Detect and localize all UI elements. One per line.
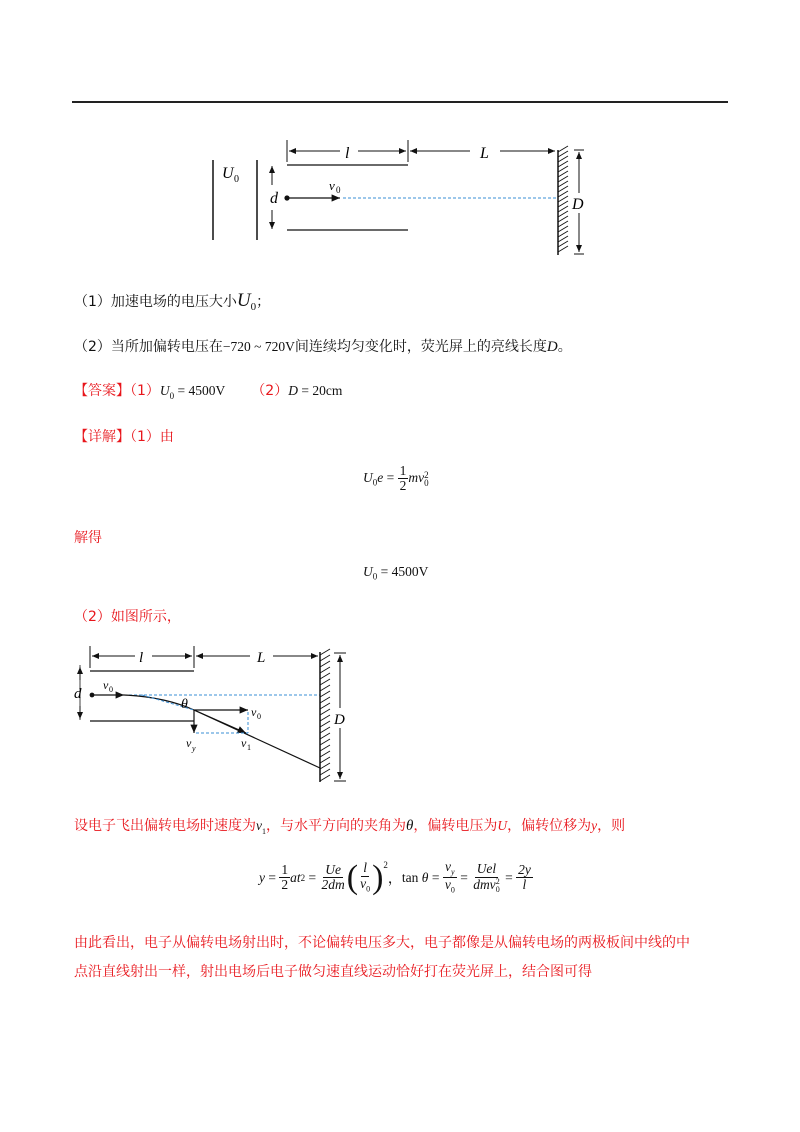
para-v1-sub: 1 [262,826,266,836]
answer-a1-sub: 0 [169,390,175,401]
fig1-u0-sub: 0 [234,174,239,185]
para-d: ，偏转位移为 [507,818,592,834]
q2-range: −720 ~ 720V [222,339,295,354]
para-b: ，与水平方向的夹角为 [266,818,406,834]
part-2-label: （2）如图所示， [74,609,181,625]
eq3-tan: tan [401,869,419,885]
eq3-sep: ， [387,870,402,887]
para-c: ，偏转电压为 [413,818,498,834]
eq3-pn: l [363,860,367,876]
eq3-f5-num: Uel [476,861,497,877]
eq3-frac4 [443,860,457,895]
fig1-u0: U [222,165,234,182]
q1-symbol: U [236,290,251,311]
eq3-f5-den-sub: 0 [495,884,500,894]
eq3-sq: 2 [383,860,388,870]
eq3-at2-sup: 2 [300,872,306,883]
fig1-D: D [572,196,584,213]
q2-text-a: 当所加偏转电压在 [110,339,223,355]
eq3-f6-den: l [522,877,527,893]
eq3-frac6 [516,863,533,892]
q1-index: （1） [74,294,111,310]
eq3-half-den: 2 [281,877,289,893]
eq3-frac3 [358,861,372,893]
equation-2 [363,564,428,582]
fig1-l: l [345,145,350,162]
para-y: y [591,818,598,833]
fig1-v0: v [329,178,335,193]
eq3-f2-den: 2dm [321,877,345,893]
question-1 [74,290,270,313]
q1-end: ； [256,294,271,310]
eq3-f5-den-a: dmv [473,876,496,892]
eq3-f4-den-sub: 0 [450,885,455,895]
answer-a2-val: = 20cm [297,383,343,398]
fig2-v0a-sub: 0 [109,685,113,694]
fig2-v1: v [241,736,247,750]
q2-var: D [546,339,558,355]
eq3-f4-den-var: v [444,877,451,893]
eq1-lhs-var: U [363,469,373,485]
eq3-frac5 [471,862,502,892]
eq2-sub: 0 [372,571,378,582]
eq3-f4-num-var: v [445,859,452,874]
eq1-rhs-sub: 0 [424,477,429,488]
fig2-v0b-sub: 0 [257,712,261,721]
eq3-half [279,863,290,892]
fig1-L: L [480,145,489,162]
fig2-v0b: v [251,705,257,719]
figure-2-deflection [70,642,360,782]
eq1-num: 1 [399,463,407,478]
answer-a1-val: = 4500V [174,383,226,398]
eq1-eq: = [383,469,398,485]
eq2-val: = 4500V [377,564,429,579]
para-e: ，则 [597,818,626,834]
q2-index: （2） [74,339,111,355]
detail-tag: 【详解】 [74,429,130,445]
fig2-vy-sub: y [192,744,196,753]
fig2-theta: θ [181,697,188,712]
fig2-D: D [334,712,345,728]
answer-a2-var: D [288,383,298,398]
paragraph-setup [74,815,625,836]
q2-end: 。 [557,339,572,355]
solve-label: 解得 [74,530,102,546]
question-2 [74,336,572,356]
para-theta: θ [406,818,414,834]
eq1-rhs-sup: 2 [424,469,429,480]
q1-sub: 0 [250,300,257,313]
figure-1-apparatus [200,136,600,261]
eq3-f4-num-sub: y [451,867,455,877]
fig2-l: l [139,650,144,666]
eq2-var: U [363,564,373,579]
fig2-v0a: v [103,678,109,692]
eq3-f5-den-sup: 2 [495,877,500,887]
answer-a1-var: U [159,383,170,398]
detail-line [74,426,174,446]
eq1-lhs-sub: 0 [372,477,378,488]
fig1-d: d [270,190,278,207]
fig2-vy: v [186,736,192,750]
eq3-at2: at [290,869,301,885]
header-rule [72,101,728,103]
answer-line [74,380,342,401]
eq3-frac2 [320,863,347,892]
eq3-f6-num: 2y [518,861,531,877]
q1-text: 加速电场的电压大小 [110,294,237,310]
para-a: 设电子飞出偏转电场时速度为 [74,818,256,834]
q2-text-b: 间连续均匀变化时，荧光屏上的亮线长度 [294,339,547,355]
fig2-L: L [257,650,266,666]
paragraph-conclusion-line2: 点沿直线射出一样，射出电场后电子做匀速直线运动恰好打在荧光屏上，结合图可得 [74,964,592,980]
eq3-f2-num: Ue [325,861,342,877]
fig2-v1-sub: 1 [247,743,251,752]
eq1-fraction [398,464,409,493]
fig2-d: d [74,686,82,702]
eq1-den: 2 [399,478,407,494]
equation-3: y = $\frac{1}{2}$ at 2 = $\frac{Ue}{2dm}$ ( $\frac{l}{v_0}$ ) $^2$ ， tan θ = $\frac{v_y}{v_0}$ = Uel dmv 2 0 = $\frac{2y}{l}$ [259,858,531,896]
para-v1: v [256,818,262,833]
eq3-half-num: 1 [281,861,289,877]
eq3-theta: θ [421,869,429,885]
fig1-v0-sub: 0 [336,185,341,195]
eq3-pd-var: v [360,875,367,891]
eq1-rhs: mv [408,469,425,485]
eq3-pd-sub: 0 [366,884,371,894]
answer-p2: （2） [251,383,289,399]
detail-text: （1）由 [130,429,174,445]
para-u: U [497,818,508,833]
eq1-lhs-e: e [377,469,384,485]
answer-p1: （1） [130,383,160,399]
answer-tag: 【答案】 [74,383,130,399]
eq3-y: y [259,869,265,885]
equation-1 [363,464,429,493]
paragraph-conclusion-line1: 由此看出，电子从偏转电场射出时，不论偏转电压多大，电子都像是从偏转电场的两极板间中线的中 [74,935,690,951]
